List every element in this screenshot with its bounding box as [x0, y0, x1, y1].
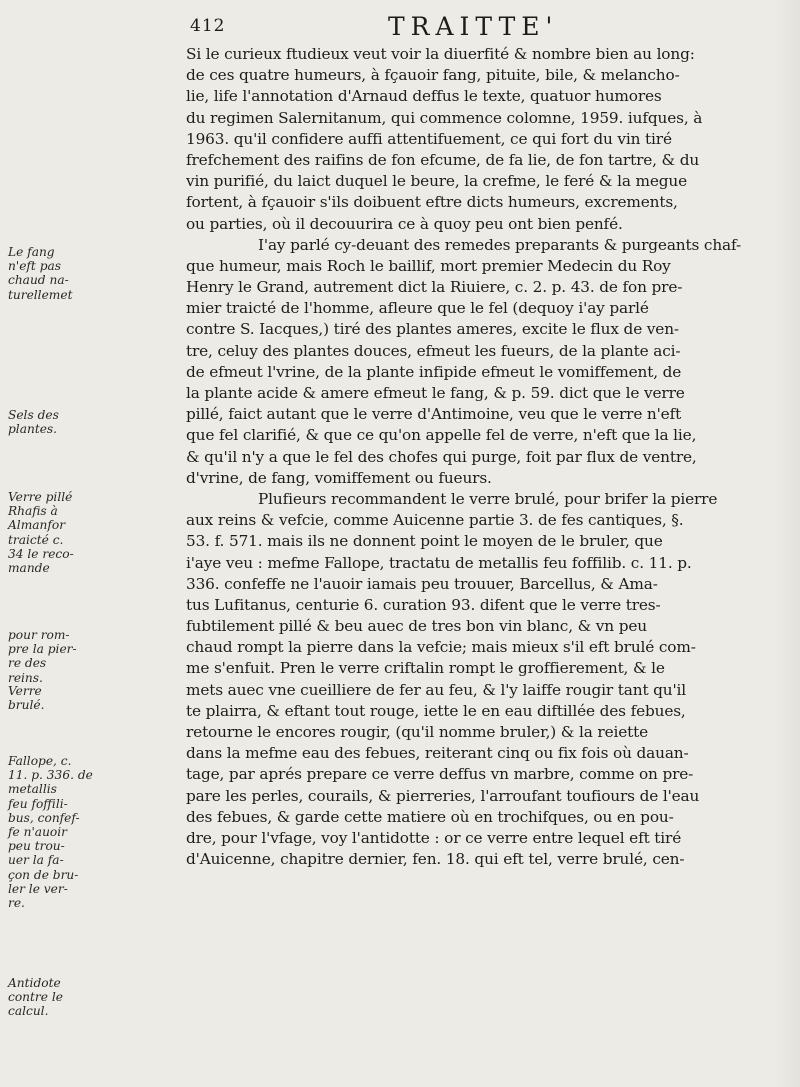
marginal-note-line: calcul.	[8, 1004, 49, 1019]
text-line: d'vrine, de fang, vomiffement ou fueurs.	[186, 468, 492, 487]
marginal-note-line: ler le ver-	[8, 881, 68, 896]
text-line: vin purifié, du laict duquel le beure, la crefme, le feré & la megue	[186, 172, 688, 191]
marginal-note	[8, 684, 44, 712]
marginal-note-line: fe n'auoir	[8, 825, 67, 840]
page-edge-shadow	[776, 0, 800, 1087]
text-line: du regimen Salernitanum, qui commence colomne, 1959. iufques, à	[186, 108, 703, 127]
text-line: aux reins & vefcie, comme Auicenne partie 3. de fes cantiques, §.	[186, 511, 684, 530]
text-line: me s'enfuit. Pren le verre criftalin rompt le groffierement, & le	[186, 659, 665, 678]
text-line: Si le curieux ftudieux veut voir la diuerfité & nombre bien au long:	[186, 45, 695, 63]
text-line: i'aye veu : mefme Fallope, tractatu de metallis feu foffilib. c. 11. p.	[186, 553, 692, 572]
text-line: 1963. qu'il confidere auffi attentifuement, ce qui fort du vin tiré	[186, 129, 672, 148]
text-line: ou parties, où il decouurira ce à quoy peu ont bien penfé.	[186, 214, 623, 233]
text-line: que humeur, mais Roch le baillif, mort premier Medecin du Roy	[186, 256, 671, 275]
text-line: & qu'il n'y a que le fel des chofes qui purge, foit par flux de ventre,	[186, 447, 697, 466]
text-line: chaud rompt la pierre dans la vefcie; mais mieux s'il eft brulé com-	[186, 638, 696, 657]
text-line: de ces quatre humeurs, à fçauoir fang, pituite, bile, & melancho-	[186, 66, 680, 85]
body-text	[186, 44, 790, 870]
text-line: pillé, faict autant que le verre d'Antimoine, veu que le verre n'eft	[186, 405, 682, 424]
text-line: la plante acide & amere efmeut le fang, & p. 59. dict que le verre	[186, 384, 685, 402]
text-line: fubtilement pillé & beu auec de tres bon vin blanc, & vn peu	[186, 617, 647, 636]
text-line: pare les perles, courails, & pierreries, l'arroufant toufiours de l'eau	[186, 786, 700, 805]
text-line: retourne le encores rougir, (qu'il nomme bruler,) & la reiette	[186, 723, 649, 741]
marginal-note-line: 11. p. 336. de	[8, 768, 93, 783]
text-line: fortent, à fçauoir s'ils doibuent eftre dicts humeurs, excrements,	[186, 193, 678, 212]
text-line: Henry le Grand, autrement dict la Riuiere, c. 2. p. 43. de fon pre-	[186, 278, 683, 297]
page-number: 412	[190, 16, 226, 36]
marginal-note	[8, 245, 72, 302]
text-line: tre, celuy des plantes douces, efmeut les fueurs, de la plante aci-	[186, 341, 681, 360]
text-line: Plufieurs recommandent le verre brulé, pour brifer la pierre	[258, 489, 718, 508]
marginal-note-line: Sels des	[8, 408, 59, 422]
marginal-note-line: Almanfor	[8, 518, 66, 533]
marginal-note-line: Fallope, c.	[8, 754, 72, 768]
marginal-note-line: pour rom-	[8, 628, 70, 642]
text-line: tus Lufitanus, centurie 6. curation 93. difent que le verre tres-	[186, 595, 661, 614]
marginal-note-line: Le fang	[8, 245, 55, 259]
marginal-note-line: traicté c.	[8, 532, 64, 547]
marginal-note-line: reins.	[8, 670, 43, 685]
marginal-note-line: chaud na-	[8, 273, 69, 288]
marginal-note-line: turellemet	[8, 287, 73, 302]
marginal-note	[8, 628, 77, 685]
marginal-note-line: re des	[8, 656, 47, 671]
marginal-note-line: peu trou-	[8, 839, 65, 854]
marginal-note-line: metallis	[8, 782, 57, 797]
marginal-note-line: Antidote	[8, 976, 61, 990]
marginal-note-line: brulé.	[8, 698, 45, 713]
text-line: mier traicté de l'homme, afleure que le fel (dequoy i'ay parlé	[186, 299, 649, 318]
marginal-note-line: re.	[8, 896, 25, 911]
text-line: te plairra, & eftant tout rouge, iette le en eau diftillée des febues,	[186, 701, 686, 720]
marginal-note-line: uer la fa-	[8, 853, 64, 868]
text-line: I'ay parlé cy-deuant des remedes preparants & purgeants chaf-	[258, 235, 741, 254]
text-line: dans la mefme eau des febues, reiterant cinq ou fix fois où dauan-	[186, 744, 689, 763]
marginal-note-line: n'eft pas	[8, 259, 62, 274]
marginal-note-line: çon de bru-	[8, 867, 79, 882]
marginal-note-line: contre le	[8, 990, 63, 1005]
text-line: des febues, & garde cette matiere où en trochifques, ou en pou-	[186, 807, 674, 826]
marginal-note-line: bus, confef-	[8, 810, 80, 825]
text-line: lie, life l'annotation d'Arnaud deffus le texte, quatuor humores	[186, 87, 662, 106]
marginal-note-line: pre la pier-	[8, 642, 77, 657]
text-line: 336. confeffe ne l'auoir iamais peu trouuer, Barcellus, & Ama-	[186, 574, 658, 593]
text-line: d'Auicenne, chapitre dernier, fen. 18. qui eft tel, verre brulé, cen-	[186, 850, 685, 869]
running-title: TRAITTE'	[388, 12, 559, 41]
text-line: que fel clarifié, & que ce qu'on appelle fel de verre, n'eft que la lie,	[186, 426, 697, 445]
text-line: contre S. Iacques,) tiré des plantes ameres, excite le flux de ven-	[186, 320, 679, 339]
text-line: tage, par aprés prepare ce verre deffus vn marbre, comme on pre-	[186, 765, 694, 784]
marginal-note-line: mande	[8, 561, 50, 576]
text-line: de efmeut l'vrine, de la plante infipide efmeut le vomiffement, de	[186, 362, 682, 381]
marginal-note	[8, 490, 74, 575]
marginal-note	[8, 976, 63, 1019]
text-line: frefchement des raifins de fon efcume, de fa lie, de fon tartre, & du	[186, 150, 700, 169]
page-header	[190, 12, 790, 42]
text-line: mets auec vne cueilliere de fer au feu, & l'y laiffe rougir tant qu'il	[186, 680, 687, 699]
marginal-note-line: feu foffili-	[8, 796, 68, 811]
marginal-note-line: Verre pillé	[8, 490, 73, 504]
marginal-note-line: plantes.	[8, 422, 58, 437]
text-line: dre, pour l'vfage, voy l'antidotte : or ce verre entre lequel eft tiré	[186, 828, 682, 847]
marginal-note-line: Verre	[8, 684, 42, 698]
marginal-note-line: 34 le reco-	[8, 546, 74, 561]
marginal-note-line: Rhafis à	[8, 504, 58, 519]
marginal-note	[8, 754, 93, 910]
text-line: 53. f. 571. mais ils ne donnent point le moyen de le bruler, que	[186, 532, 663, 551]
marginal-note	[8, 408, 59, 436]
